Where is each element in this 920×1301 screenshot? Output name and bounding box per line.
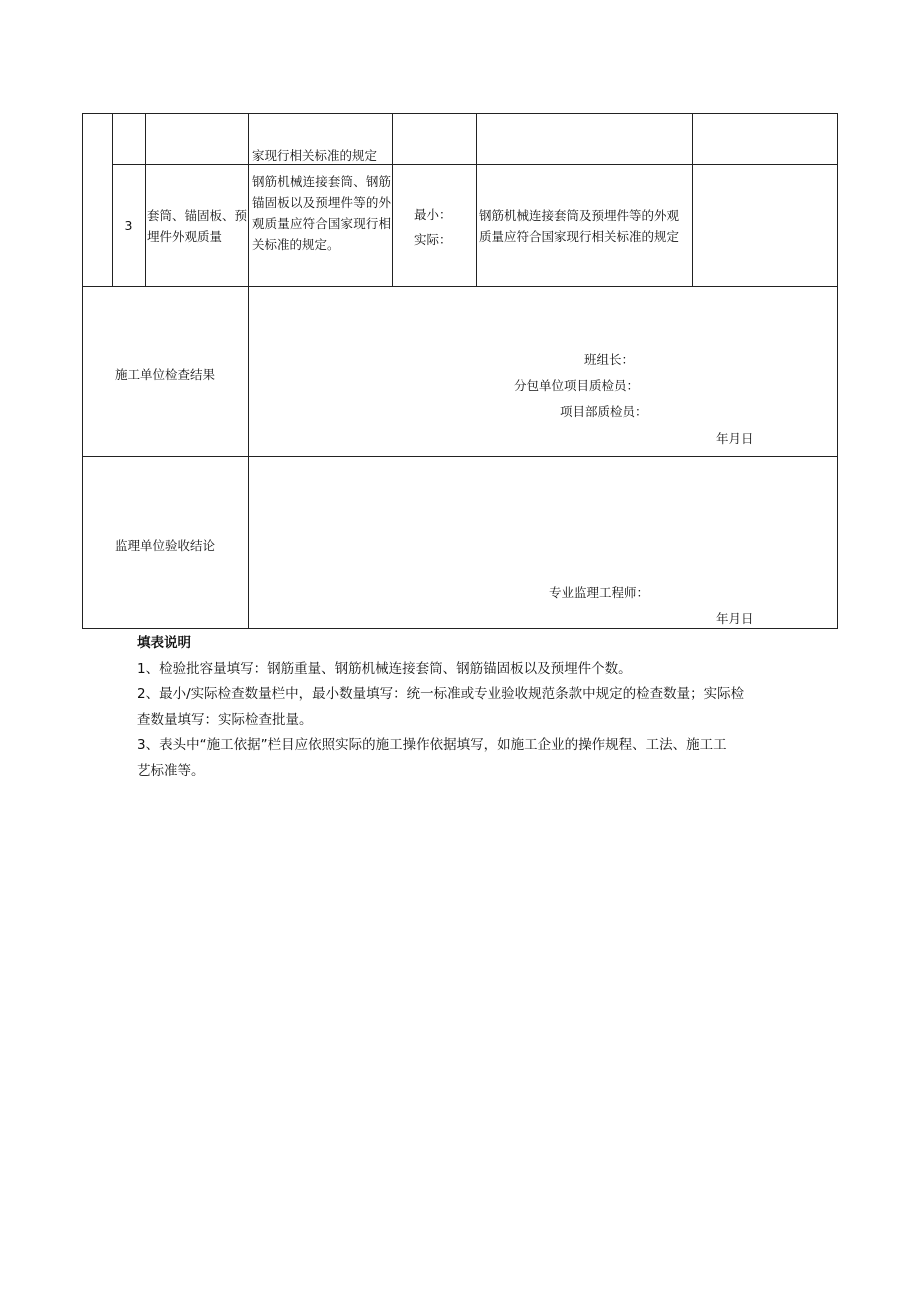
instruction-item: 3、表头中“施工依据”栏目应依照实际的施工操作依据填写，如施工企业的操作规程、工法、施工工 xyxy=(137,737,727,753)
project-inspector-signature: 项目部质检员： xyxy=(560,404,648,419)
row-divider xyxy=(112,164,838,165)
standard-text-tail: 家现行相关标准的规定 xyxy=(252,148,378,163)
min-quantity-label: 最小： xyxy=(414,207,452,222)
col-divider xyxy=(692,113,693,286)
construction-date: 年月日 xyxy=(716,431,754,446)
inspection-record: 钢筋机械连接套筒及预埋件等的外观质量应符合国家现行相关标准的规定 xyxy=(479,208,680,244)
item-name: 套筒、锚固板、预埋件外观质量 xyxy=(147,208,248,244)
col-divider xyxy=(248,113,249,629)
col-divider xyxy=(476,113,477,286)
row-divider xyxy=(82,286,838,287)
inspection-table xyxy=(82,113,838,629)
standard-requirement: 钢筋机械连接套筒、钢筋锚固板以及预埋件等的外观质量应符合国家现行相关标准的规定。 xyxy=(252,174,391,252)
table-border-right xyxy=(837,113,838,629)
supervision-engineer-signature: 专业监理工程师： xyxy=(549,585,650,600)
row-divider xyxy=(82,456,838,457)
col-divider xyxy=(112,113,113,286)
sub-inspector-signature: 分包单位项目质检员： xyxy=(514,378,640,393)
col-divider xyxy=(392,113,393,286)
team-leader-signature: 班组长： xyxy=(584,352,635,367)
filling-instructions xyxy=(137,631,837,784)
instruction-item-continued: 艺标准等。 xyxy=(137,762,205,779)
instructions-title: 填表说明 xyxy=(137,635,191,651)
item-number: 3 xyxy=(124,218,133,233)
instruction-item: 2、最小/实际检查数量栏中，最小数量填写：统一标准或专业验收规范条款中规定的检查数量；实际检 xyxy=(137,686,745,702)
col-divider xyxy=(145,113,146,286)
instruction-item: 1、检验批容量填写：钢筋重量、钢筋机械连接套筒、钢筋锚固板以及预埋件个数。 xyxy=(137,660,632,677)
supervision-date: 年月日 xyxy=(716,611,754,626)
actual-quantity-label: 实际： xyxy=(414,232,452,247)
table-border-top xyxy=(82,113,838,114)
construction-result-label: 施工单位检查结果 xyxy=(114,367,215,382)
supervision-conclusion-label: 监理单位验收结论 xyxy=(114,538,215,553)
instruction-item-continued: 查数量填写：实际检查批量。 xyxy=(137,711,313,728)
